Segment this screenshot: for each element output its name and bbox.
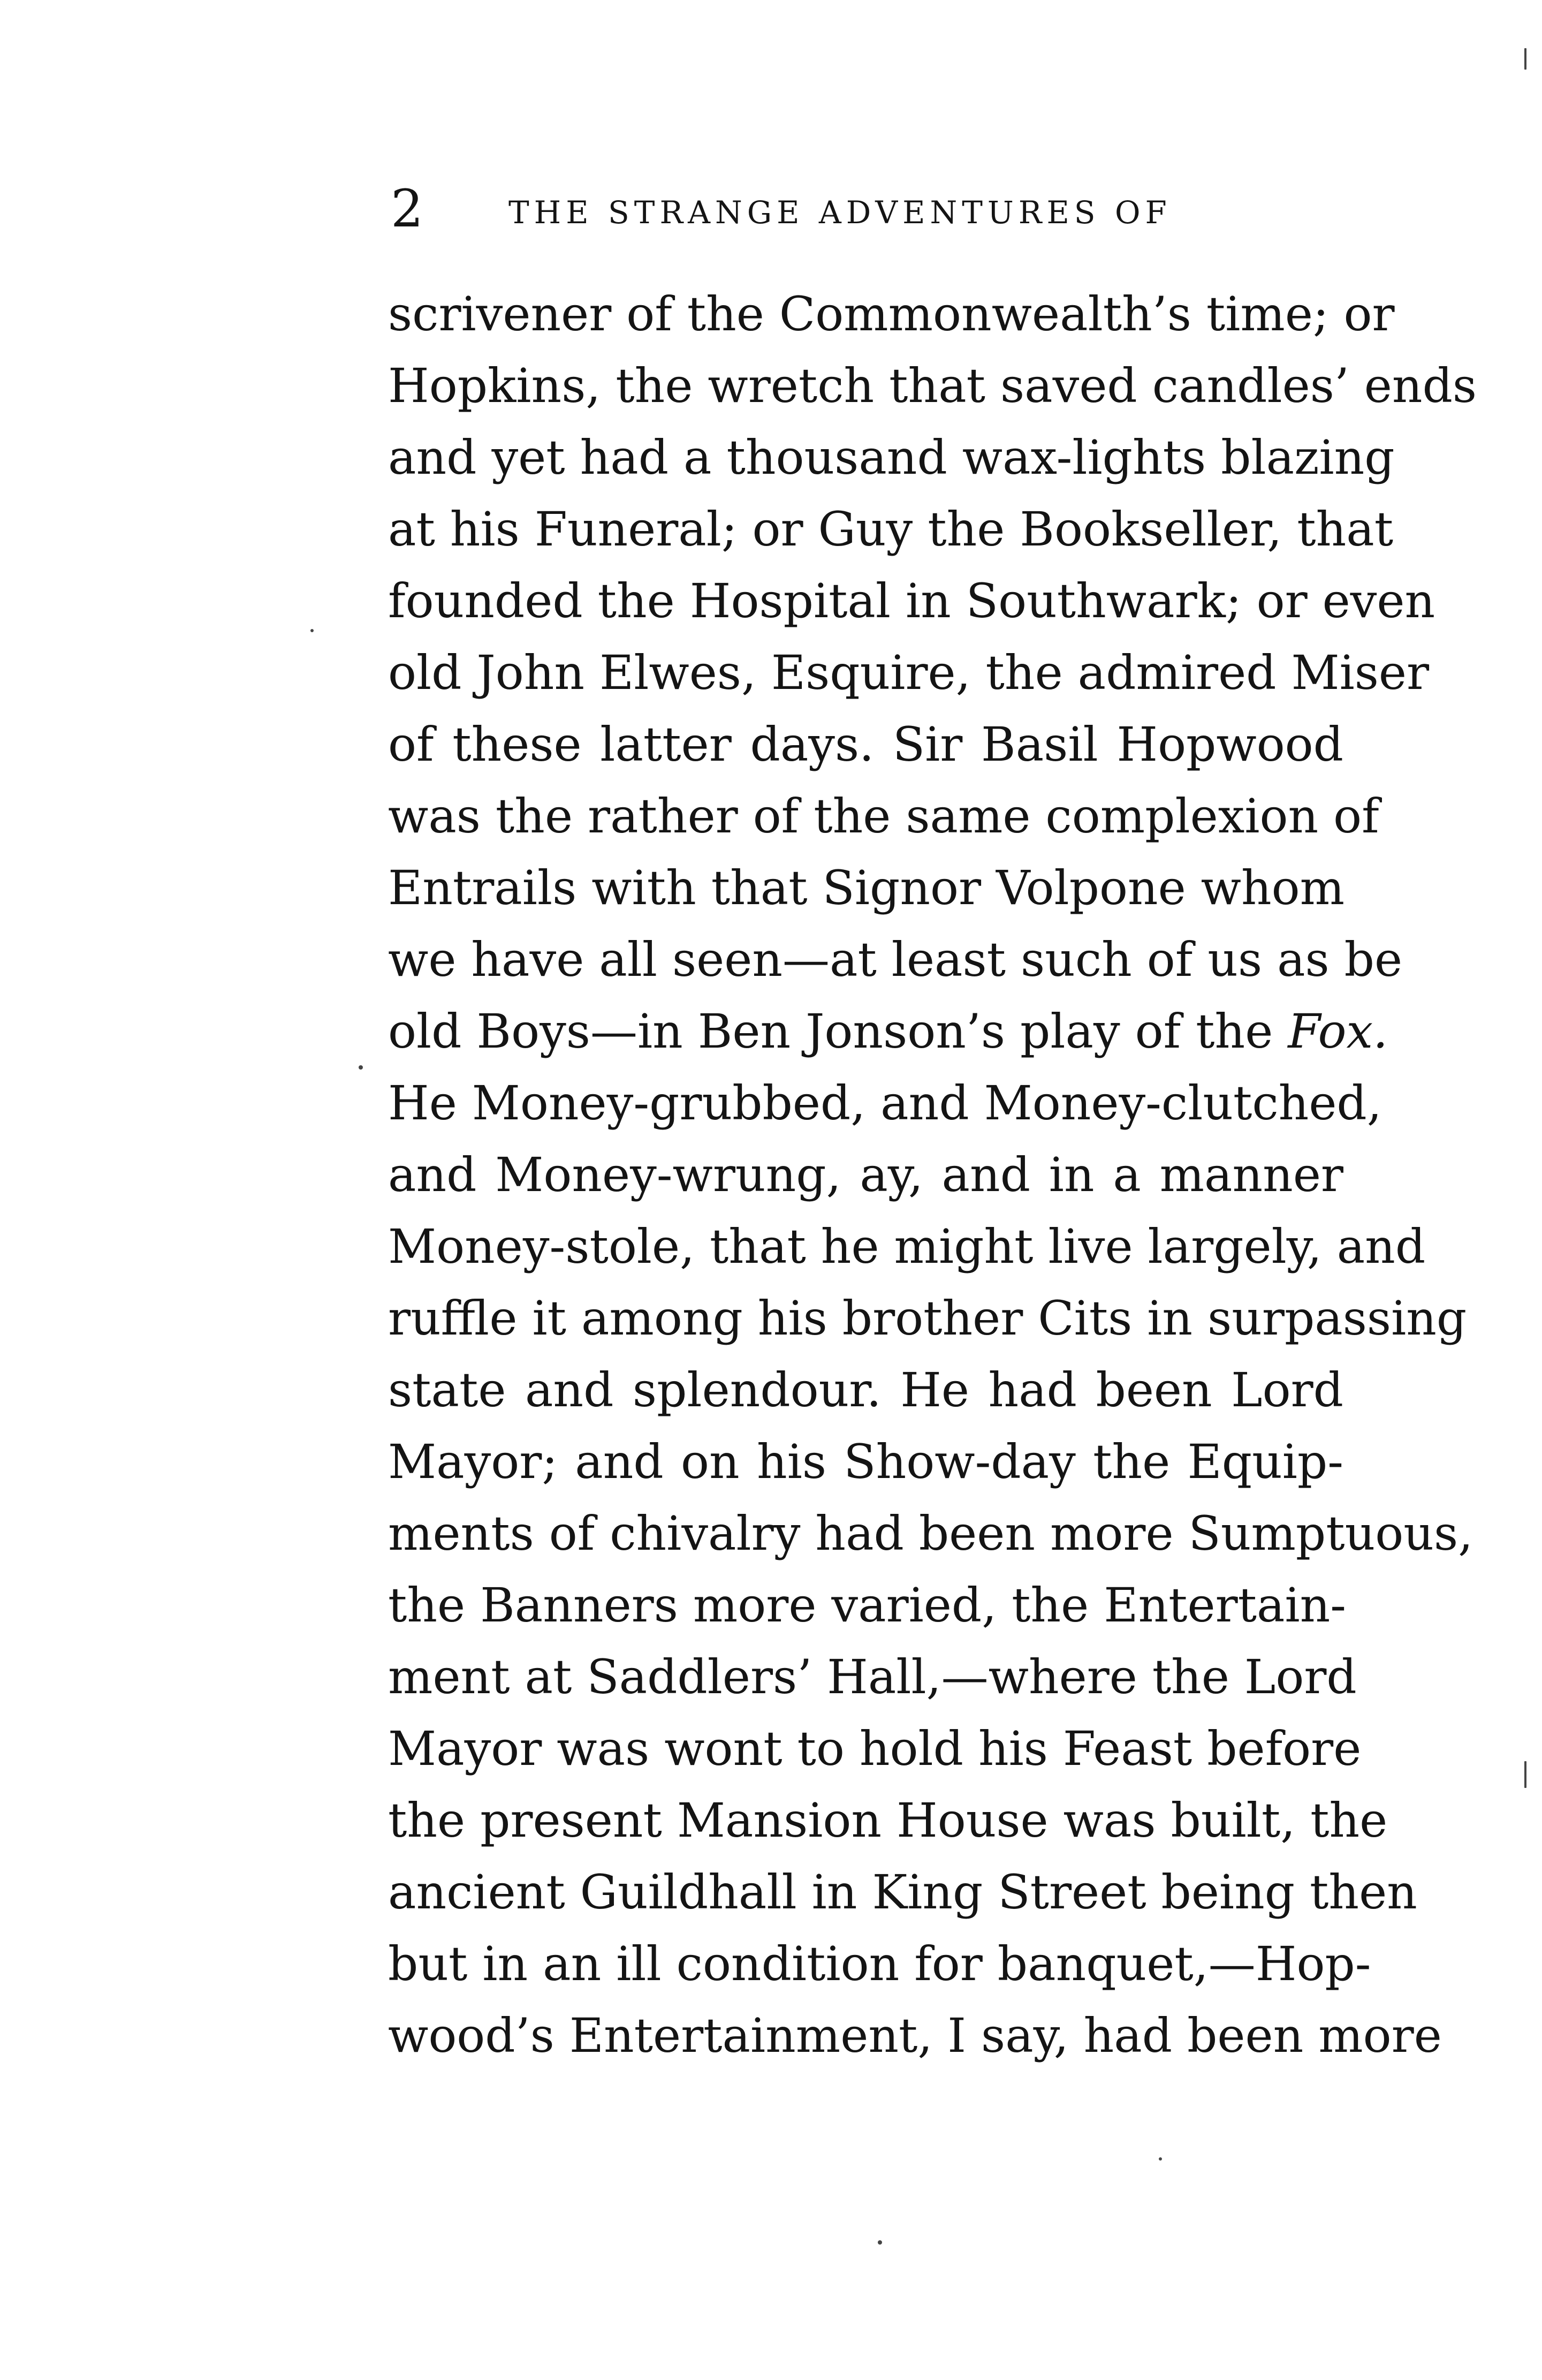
page-number: 2 — [391, 179, 424, 239]
text-line: ments of chivalry had been more Sumptuous, — [388, 1506, 1473, 1561]
page-header — [375, 177, 1231, 252]
speck — [1159, 2157, 1162, 2161]
speck — [878, 2240, 882, 2245]
text-line: but in an ill condition for banquet,—Hop- — [388, 1936, 1371, 1991]
text-line: we have all seen—at least such of us as be — [388, 932, 1403, 987]
text-line: ancient Guildhall in King Street being then — [388, 1864, 1417, 1920]
text-line: Hopkins, the wretch that saved candles’ ends — [388, 358, 1477, 413]
text-line: of these latter days. Sir Basil Hopwood — [388, 717, 1343, 772]
text-line: and Money-wrung, ay, and in a manner — [388, 1147, 1343, 1202]
text-line: Entrails with that Signor Volpone whom — [388, 860, 1345, 915]
speck — [1524, 1761, 1526, 1788]
text-line: He Money-grubbed, and Money-clutched, — [388, 1075, 1382, 1131]
text-line: old John Elwes, Esquire, the admired Miser — [388, 645, 1430, 700]
text-line: was the rather of the same complexion of — [388, 789, 1379, 844]
italic-title: Fox. — [1288, 1004, 1388, 1059]
text-line: Mayor was wont to hold his Feast before — [388, 1721, 1362, 1776]
text-line: the present Mansion House was built, the — [388, 1793, 1388, 1848]
text-line-with-italic — [388, 996, 1388, 1067]
text-line: scrivener of the Commonwealth’s time; or — [388, 286, 1395, 342]
text-line: Mayor; and on his Show-day the Equip- — [388, 1434, 1343, 1489]
speck — [310, 629, 314, 632]
text-line: founded the Hospital in Southwark; or even — [388, 573, 1435, 628]
text-line: ruffle it among his brother Cits in surpassing — [388, 1291, 1467, 1346]
speck — [1524, 48, 1526, 70]
text-line: ment at Saddlers’ Hall,—where the Lord — [388, 1649, 1357, 1704]
text-line: state and splendour. He had been Lord — [388, 1362, 1343, 1418]
text-line: at his Funeral; or Guy the Bookseller, that — [388, 502, 1394, 557]
running-title: THE STRANGE ADVENTURES OF — [508, 194, 1172, 231]
text-line: and yet had a thousand wax-lights blazing — [388, 430, 1395, 485]
text-line: wood’s Entertainment, I say, had been more — [388, 2008, 1442, 2063]
speck — [359, 1065, 363, 1070]
body-text — [388, 278, 1477, 2072]
text-line-main: old Boys—in Ben Jonson’s play of the — [388, 1004, 1273, 1059]
text-line: Money-stole, that he might live largely, and — [388, 1219, 1426, 1274]
text-line: the Banners more varied, the Entertain- — [388, 1578, 1347, 1633]
